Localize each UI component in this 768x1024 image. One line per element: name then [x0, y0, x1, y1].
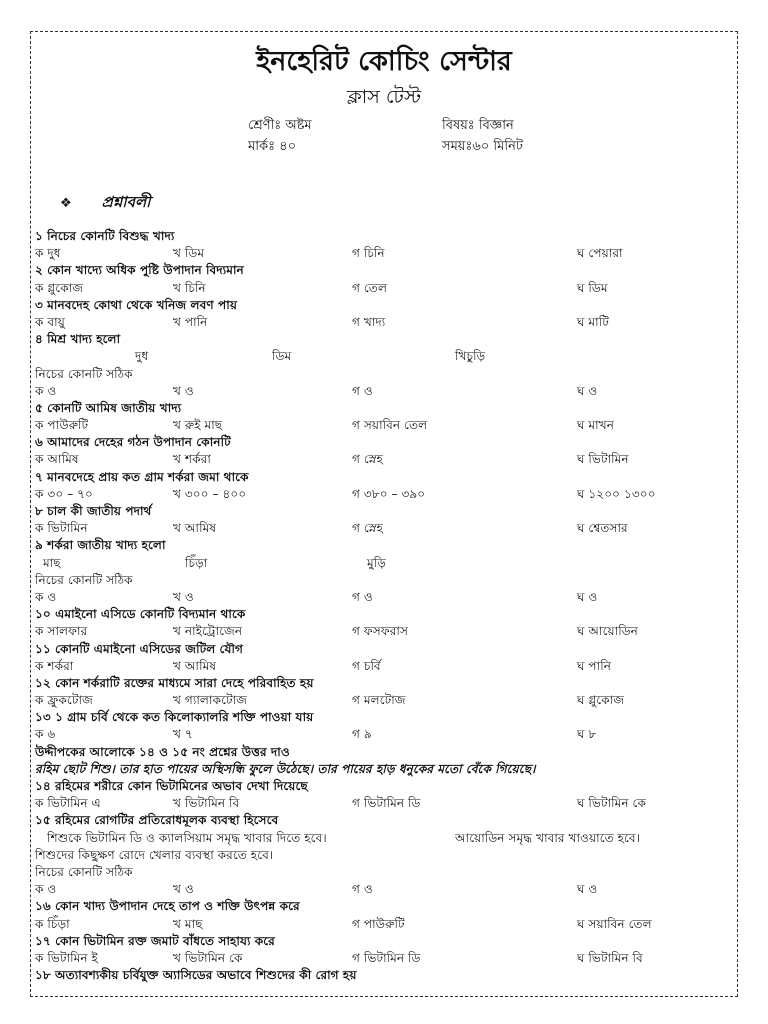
options-row [35, 486, 735, 503]
statement-item: ডিম [272, 349, 292, 364]
options-row [35, 658, 735, 675]
option-gha: ঘ মাটি [577, 314, 609, 329]
option-kha: খ শর্করা [173, 452, 211, 467]
option-ka: ক ভিটামিন [35, 521, 88, 536]
statement-item: শিশুদের কিছুক্ষণ রোদে খেলার ব্যবস্থা করতে হবে। [35, 847, 274, 862]
option-ga: গ খাদ্য [352, 314, 386, 329]
option-kha: খ আমিষ [173, 521, 217, 536]
option-ka: ক বায়ু [35, 314, 65, 329]
option-gha: ঘ ও [577, 882, 598, 897]
subject-info: বিষয়ঃ বিজ্ঞান [442, 118, 514, 133]
question-list [35, 228, 735, 984]
option-ga: গ চর্বি [352, 658, 381, 673]
question-text: ১৭ কোন ভিটামিন রক্ত জমাট বাঁধতে সাহায্য করে [35, 933, 275, 948]
option-kha: খ নাইট্রোজেন [173, 624, 243, 639]
option-ga: গ ও [352, 383, 373, 398]
option-ka: ক পাউরুটি [35, 418, 89, 433]
options-row [35, 692, 735, 709]
option-ga: গ ভিটামিন ডি [352, 796, 421, 811]
statement-item: চিঁড়া [185, 555, 208, 570]
statement-row [35, 555, 735, 572]
options-row [35, 589, 735, 606]
option-gha: ঘ ভিটামিন [577, 452, 629, 467]
section-heading [60, 192, 150, 214]
stimulus-instruction: উদ্দীপকের আলোকে ১৪ ও ১৫ নং প্রশ্নের উত্তর দাও [35, 744, 290, 759]
option-ga: গ ৯ [352, 727, 372, 742]
section-title: প্রশ্নাবলী [101, 193, 151, 211]
option-ga: গ ও [352, 882, 373, 897]
option-ka: ক চিঁড়া [35, 916, 70, 931]
statement-item: খিচুড়ি [455, 349, 486, 364]
options-row [35, 451, 735, 468]
option-gha: ঘ পানি [577, 658, 611, 673]
option-kha: খ চিনি [173, 280, 206, 295]
class-info: শ্রেণীঃ অষ্টম [248, 118, 312, 133]
question-text: ৯ শর্করা জাতীয় খাদ্য হলো [35, 538, 166, 553]
option-ka: ক ফ্রুকটোজ [35, 693, 93, 708]
question-text: ১৬ কোন খাদ্য উপাদান দেহে তাপ ও শক্তি উৎপন্ন করে [35, 899, 300, 914]
option-gha: ঘ ও [577, 589, 598, 604]
option-kha: খ ও [173, 589, 194, 604]
question-text: ৬ আমাদের দেহের গঠন উপাদান কোনটি [35, 435, 231, 450]
option-kha: খ ডিম [173, 246, 205, 261]
option-kha: খ ভিটামিন বি [173, 796, 240, 811]
options-row [35, 520, 735, 537]
question-text: ১ নিচের কোনটি বিশুদ্ধ খাদ্য [35, 229, 175, 243]
statement-row [35, 348, 735, 365]
option-ga: গ ৩৮০ – ৩৯০ [352, 486, 426, 501]
option-kha: খ ভিটামিন কে [173, 950, 243, 965]
question-text: ৩ মানবদেহ কোথা থেকে খনিজ লবণ পায় [35, 297, 238, 312]
statement-item: আয়োডিন সমৃদ্ধ খাবার খাওয়াতে হবে। [455, 830, 641, 845]
question-text: ১২ কোন শর্করাটি রক্তের মাধ্যমে সারা দেহে পরিবাহিত হয় [35, 675, 314, 690]
prompt-text: নিচের কোনটি সঠিক [35, 366, 133, 381]
question-text: ১৮ অত্যাবশ্যকীয় চর্বিযুক্ত অ্যাসিডের অভাবে শিশুদের কী রোগ হয় [35, 968, 357, 983]
option-ga: গ স্নেহ [352, 521, 383, 536]
options-row [35, 383, 735, 400]
diamond-bullet-icon: ❖ [60, 196, 72, 211]
option-kha: খ মাছ [173, 916, 203, 931]
option-ga: গ ভিটামিন ডি [352, 950, 421, 965]
option-ga: গ পাউরুটি [352, 916, 405, 931]
options-row [35, 950, 735, 967]
statement-item: মাছ [43, 555, 61, 570]
time-info: সময়ঃ৬০ মিনিট [442, 139, 523, 154]
question-text: ৪ মিশ্র খাদ্য হলো [35, 332, 121, 347]
option-kha: খ পানি [173, 314, 208, 329]
statement-row [35, 847, 735, 864]
option-ga: গ স্নেহ [352, 452, 383, 467]
option-kha: খ ও [173, 882, 194, 897]
question-text: ১৩ ১ গ্রাম চর্বি থেকে কত কিলোক্যালরি শক্তি পাওয়া যায় [35, 710, 314, 725]
option-ka: ক ও [35, 383, 57, 398]
statement-item: দুধ [135, 349, 149, 364]
option-kha: খ গ্যালাকটোজ [173, 693, 248, 708]
statement-row [35, 830, 735, 847]
option-gha: ঘ ও [577, 383, 598, 398]
exam-type-subtitle: ক্লাস টেস্ট [346, 86, 422, 108]
option-gha: ঘ ৮ [577, 727, 597, 742]
option-gha: ঘ আয়োডিন [577, 624, 638, 639]
option-ka: ক ভিটামিন ই [35, 950, 98, 965]
options-row [35, 245, 735, 262]
option-kha: খ আমিষ [173, 658, 217, 673]
option-gha: ঘ গ্লুকোজ [577, 693, 625, 708]
marks-info: মার্কঃ ৪০ [248, 139, 297, 154]
option-gha: ঘ শ্বেতসার [577, 521, 628, 536]
option-gha: ঘ ১২০০ ১৩০০ [577, 486, 656, 501]
options-row [35, 417, 735, 434]
statement-item: শিশুকে ভিটামিন ডি ও ক্যালসিয়াম সমৃদ্ধ খাবার দিতে হবে। [47, 830, 327, 845]
option-kha: খ রুই মাছ [173, 418, 223, 433]
option-ka: ক সালফার [35, 624, 88, 639]
stimulus-passage: রহিম ছোট শিশু। তার হাত পায়ের অস্থিসন্ধি ফুলে উঠেছে। তার পায়ের হাড় ধনুকের মতো বেঁকে গিয়েছে। [35, 761, 536, 776]
question-text: ৮ চাল কী জাতীয় পদার্থ [35, 504, 152, 518]
option-gha: ঘ মাখন [577, 418, 614, 433]
option-ka: ক ও [35, 882, 57, 897]
options-row [35, 726, 735, 743]
option-ka: ক ভিটামিন এ [35, 796, 101, 811]
option-ka: ক ৬ [35, 727, 56, 742]
option-kha: খ ৭ [173, 727, 193, 742]
options-row [35, 795, 735, 812]
option-gha: ঘ পেয়ারা [577, 246, 623, 261]
question-text: ৭ মানবদেহে প্রায় কত গ্রাম শর্করা জমা থাকে [35, 469, 249, 484]
question-text: ১৫ রহিমের রোগটির প্রতিরোধমূলক ব্যবস্থা হিসেবে [35, 813, 279, 828]
option-ga: গ তেল [352, 280, 388, 295]
prompt-text: নিচের কোনটি সঠিক [35, 864, 133, 879]
option-ga: গ মলটোজ [352, 693, 406, 708]
question-text: ১০ এমাইনো এসিডে কোনটি বিদ্যমান থাকে [35, 607, 246, 622]
option-ka: ক গ্লুকোজ [35, 280, 84, 295]
options-row [35, 623, 735, 640]
statement-item: মুড়ি [367, 555, 386, 570]
question-text: ১১ কোনটি এমাইনো এসিডের জটিল যৌগ [35, 641, 243, 656]
options-row [35, 916, 735, 933]
option-ka: ক শর্করা [35, 658, 74, 673]
option-kha: খ ৩০০ – ৪০০ [173, 486, 247, 501]
options-row [35, 881, 735, 898]
option-ga: গ ও [352, 589, 373, 604]
option-ga: গ সয়াবিন তেল [352, 418, 428, 433]
option-gha: ঘ ভিটামিন কে [577, 796, 647, 811]
option-gha: ঘ ডিম [577, 280, 608, 295]
option-ka: ক ও [35, 589, 57, 604]
question-text: ৫ কোনটি আমিষ জাতীয় খাদ্য [35, 400, 182, 415]
option-ka: ক ৩০ – ৭০ [35, 486, 93, 501]
options-row [35, 314, 735, 331]
options-row [35, 280, 735, 297]
option-ka: ক আমিষ [35, 452, 79, 467]
option-ka: ক দুধ [35, 246, 61, 261]
question-text: ২ কোন খাদ্যে অধিক পুষ্টি উপাদান বিদ্যমান [35, 263, 244, 278]
prompt-text: নিচের কোনটি সঠিক [35, 572, 133, 587]
option-gha: ঘ সয়াবিন তেল [577, 916, 652, 931]
option-ga: গ চিনি [352, 246, 385, 261]
option-ga: গ ফসফরাস [352, 624, 409, 639]
option-kha: খ ও [173, 383, 194, 398]
option-gha: ঘ ভিটামিন বি [577, 950, 643, 965]
center-name-title: ইনহেরিট কোচিং সেন্টার [256, 46, 512, 77]
question-text: ১৪ রহিমের শরীরে কোন ভিটামিনের অভাব দেখা দিয়েছে [35, 779, 308, 793]
